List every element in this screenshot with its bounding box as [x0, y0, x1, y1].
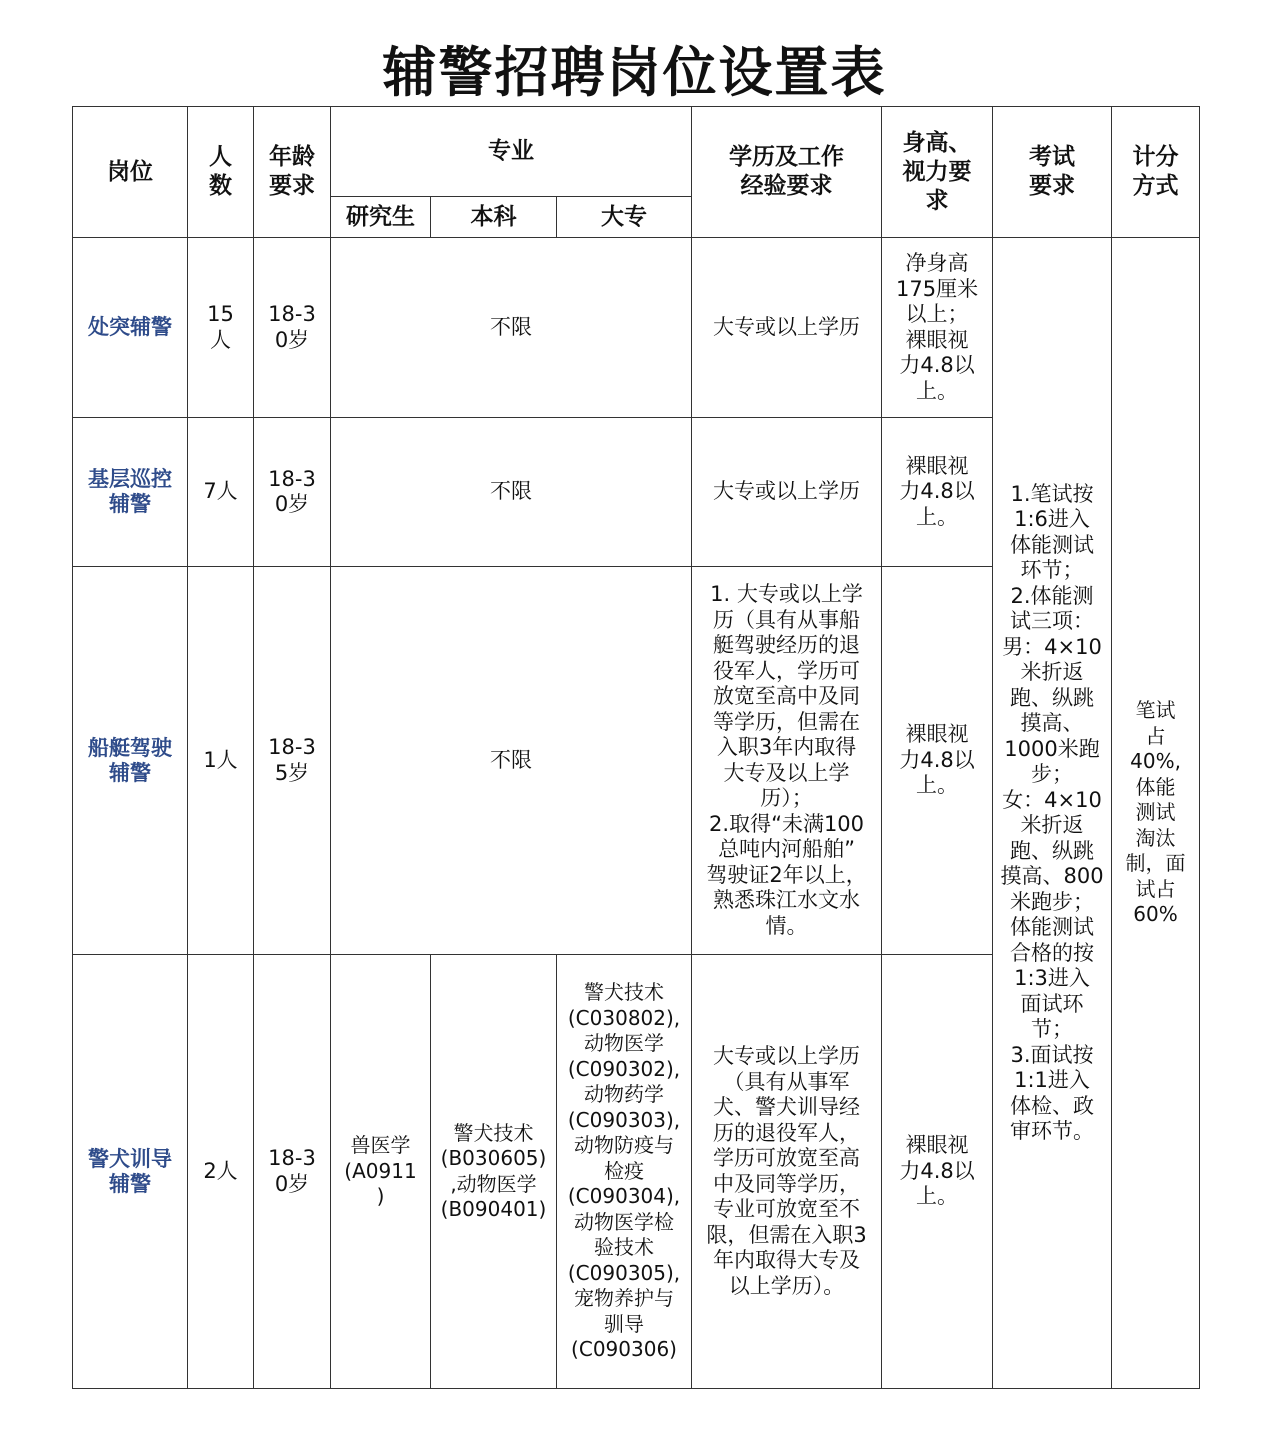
row-postgrad-major: 兽医学 (A0911 ) [331, 955, 431, 1389]
row-college-major: 警犬技术 (C030802), 动物医学 (C090302), 动物药学 (C090303), 动物防疫与 检疫 (C090304), 动物医学检 验技术 (C090305), 宠物养护与 驯导 (C090306) [557, 955, 692, 1389]
row-education: 大专或以上学历 [692, 238, 882, 418]
header-major: 专业 [331, 107, 692, 197]
row-major: 不限 [331, 418, 692, 567]
header-college: 大专 [557, 197, 692, 238]
row-height-vision: 净身高 175厘米 以上； 裸眼视 力4.8以 上。 [882, 238, 993, 418]
row-age: 18-3 0岁 [254, 238, 331, 418]
row-height-vision: 裸眼视 力4.8以 上。 [882, 567, 993, 955]
header-education: 学历及工作 经验要求 [692, 107, 882, 238]
header-row [73, 107, 1200, 197]
header-bachelor: 本科 [431, 197, 557, 238]
row-position: 警犬训导 辅警 [73, 955, 188, 1389]
header-exam: 考试 要求 [993, 107, 1112, 238]
row-height-vision: 裸眼视 力4.8以 上。 [882, 955, 993, 1389]
row-count: 15 人 [188, 238, 254, 418]
header-postgrad: 研究生 [331, 197, 431, 238]
row-major: 不限 [331, 238, 692, 418]
row-position: 处突辅警 [73, 238, 188, 418]
row-height-vision: 裸眼视 力4.8以 上。 [882, 418, 993, 567]
row-position: 船艇驾驶 辅警 [73, 567, 188, 955]
row-education: 大专或以上学历 （具有从事军 犬、警犬训导经 历的退役军人， 学历可放宽至高 中及同等学历， 专业可放宽至不 限，但需在入职3 年内取得大专及 以上学历）。 [692, 955, 882, 1389]
row-position: 基层巡控 辅警 [73, 418, 188, 567]
exam-requirement: 1.笔试按 1:6进入 体能测试 环节； 2.体能测 试三项： 男：4×10 米折返 跑、纵跳 摸高、 1000米跑 步； 女：4×10 米折返 跑、纵跳 摸高、800 米跑步； 体能测试 合格的按 1:3进入 面试环 节； 3.面试按 1:1进入 体检、政 审环节。 [993, 238, 1112, 1389]
row-education: 大专或以上学历 [692, 418, 882, 567]
row-count: 1人 [188, 567, 254, 955]
row-count: 2人 [188, 955, 254, 1389]
scoring-method: 笔试 占 40%, 体能 测试 淘汰 制，面 试占 60% [1112, 238, 1200, 1389]
header-height-vision: 身高、 视力要 求 [882, 107, 993, 238]
recruitment-table [72, 106, 1200, 1389]
header-scoring: 计分 方式 [1112, 107, 1200, 238]
row-education: 1. 大专或以上学 历（具有从事船 艇驾驶经历的退 役军人，学历可 放宽至高中及同 等学历，但需在 入职3年内取得 大专及以上学 历）； 2.取得“未满100 总吨内河船舶” 驾驶证2年以上， 熟悉珠江水文水 情。 [692, 567, 882, 955]
row-age: 18-3 0岁 [254, 955, 331, 1389]
row-count: 7人 [188, 418, 254, 567]
table-row [73, 238, 1200, 418]
row-major: 不限 [331, 567, 692, 955]
page-title: 辅警招聘岗位设置表 [382, 41, 887, 104]
header-count: 人 数 [188, 107, 254, 238]
row-bachelor-major: 警犬技术 (B030605) ,动物医学 (B090401) [431, 955, 557, 1389]
header-position: 岗位 [73, 107, 188, 238]
row-age: 18-3 5岁 [254, 567, 331, 955]
header-age: 年龄 要求 [254, 107, 331, 238]
row-age: 18-3 0岁 [254, 418, 331, 567]
